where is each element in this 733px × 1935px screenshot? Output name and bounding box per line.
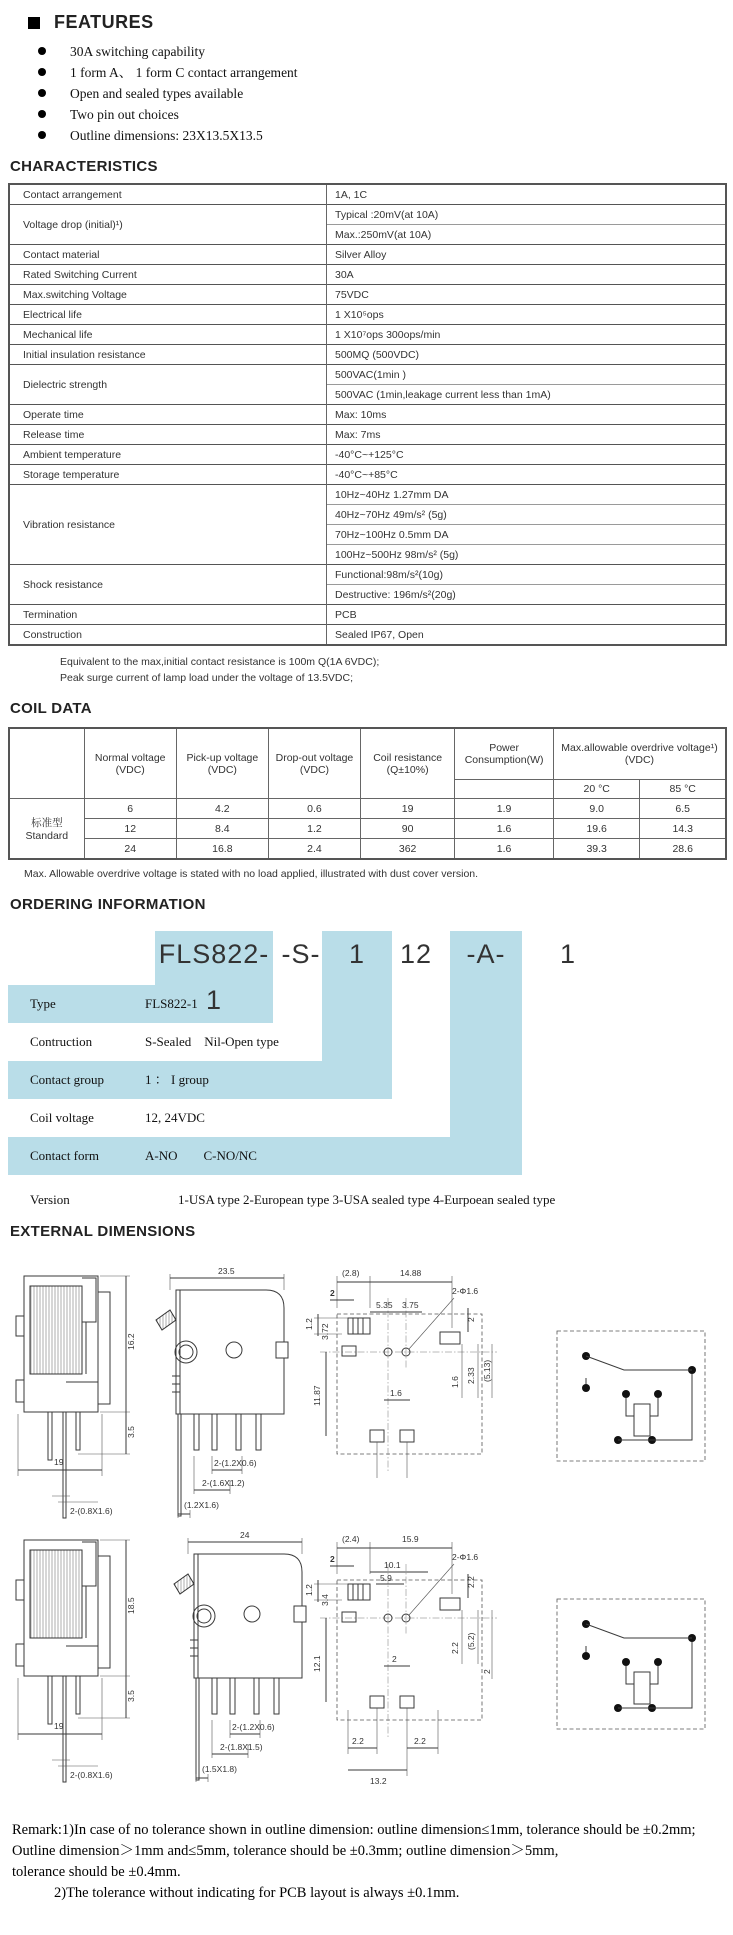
svg-text:15.9: 15.9 xyxy=(402,1534,419,1544)
svg-text:2-Φ1.6: 2-Φ1.6 xyxy=(452,1286,479,1296)
coil-subheader-85c: 85 °C xyxy=(640,780,726,799)
char-label: Storage temperature xyxy=(9,465,327,485)
svg-text:2.2: 2.2 xyxy=(352,1736,364,1746)
coil-note: Max. Allowable overdrive voltage is stated with no load applied, illustrated with dust cover version. xyxy=(24,868,479,880)
char-label: Construction xyxy=(9,625,327,646)
remark-line: tolerance should be ±0.4mm. xyxy=(12,1864,181,1880)
svg-text:2-Φ1.6: 2-Φ1.6 xyxy=(452,1552,479,1562)
char-label: Ambient temperature xyxy=(9,445,327,465)
coil-subheader-20c: 20 °C xyxy=(553,780,639,799)
svg-text:14.88: 14.88 xyxy=(400,1268,422,1278)
svg-text:2-(1.2X0.6): 2-(1.2X0.6) xyxy=(232,1722,275,1732)
svg-text:2.2: 2.2 xyxy=(450,1642,460,1654)
char-value: 1A, 1C xyxy=(327,184,727,205)
feature-item: 30A switching capability xyxy=(70,43,733,60)
coil-blank-subcell xyxy=(455,780,554,799)
code-segment-contact-form: -A- xyxy=(466,939,506,969)
coil-header: Pick-up voltage (VDC) xyxy=(176,728,268,799)
feature-item: Open and sealed types available xyxy=(70,85,733,102)
svg-text:2: 2 xyxy=(392,1654,397,1664)
svg-text:2: 2 xyxy=(482,1669,492,1674)
char-value: Max: 10ms xyxy=(327,405,727,425)
svg-text:18.5: 18.5 xyxy=(126,1597,136,1614)
coil-cell: 1.6 xyxy=(455,839,554,860)
ordering-label: Contruction xyxy=(30,1034,93,1049)
remark-line: Outline dimension＞1mm and≤5mm, tolerance should be ±0.3mm; outline dimension＞5mm, xyxy=(12,1843,559,1859)
char-label: Termination xyxy=(9,605,327,625)
svg-text:1.6: 1.6 xyxy=(450,1376,460,1388)
char-label: Max.switching Voltage xyxy=(9,285,327,305)
coil-group-label: 标准型 Standard xyxy=(9,799,84,860)
coil-cell: 39.3 xyxy=(553,839,639,860)
char-value: Silver Alloy xyxy=(327,245,727,265)
svg-text:10.1: 10.1 xyxy=(384,1560,401,1570)
coil-cell: 19 xyxy=(361,799,455,819)
coil-cell: 9.0 xyxy=(553,799,639,819)
char-value: 70Hz~100Hz 0.5mm DA xyxy=(327,525,727,545)
coil-cell: 16.8 xyxy=(176,839,268,860)
bullet-icon xyxy=(38,110,46,118)
char-value: 1 X10⁵ops xyxy=(327,305,727,325)
bullet-icon xyxy=(38,131,46,139)
coil-header: Normal voltage (VDC) xyxy=(84,728,176,799)
svg-text:12.1: 12.1 xyxy=(312,1655,322,1672)
char-label: Release time xyxy=(9,425,327,445)
svg-text:19: 19 xyxy=(54,1457,64,1467)
characteristics-notes xyxy=(60,654,733,686)
black-square-icon xyxy=(28,17,40,29)
coil-cell: 6.5 xyxy=(640,799,726,819)
char-label: Initial insulation resistance xyxy=(9,345,327,365)
svg-text:2-(1.6X1.2): 2-(1.6X1.2) xyxy=(202,1478,245,1488)
svg-text:2: 2 xyxy=(330,1288,335,1298)
feature-item: Two pin out choices xyxy=(70,106,733,123)
characteristics-title: CHARACTERISTICS xyxy=(10,158,158,175)
char-value: -40°C~+125°C xyxy=(327,445,727,465)
pcb-layout-drawing-1 xyxy=(292,1248,527,1510)
svg-text:3.75: 3.75 xyxy=(402,1300,419,1310)
svg-text:(1.5X1.8): (1.5X1.8) xyxy=(202,1764,237,1774)
remark-line: 2)The tolerance without indicating for PCB layout is always ±0.1mm. xyxy=(54,1885,460,1901)
ordering-label: Contact group xyxy=(30,1072,105,1087)
svg-text:1.2: 1.2 xyxy=(304,1318,314,1330)
ordering-diagram xyxy=(0,923,733,1223)
relay-side-view-drawing-1 xyxy=(6,1264,148,1522)
char-label: Mechanical life xyxy=(9,325,327,345)
char-value: 1 X10⁷ops 300ops/min xyxy=(327,325,727,345)
coil-header: Coil resistance (Q±10%) xyxy=(361,728,455,799)
circuit-schematic-1 xyxy=(552,1326,710,1466)
char-value: -40°C~+85°C xyxy=(327,465,727,485)
coil-data-table xyxy=(8,727,727,860)
char-value: Functional:98m/s²(10g) xyxy=(327,565,727,585)
char-value: 100Hz~500Hz 98m/s² (5g) xyxy=(327,545,727,565)
code-segment-version: 1 xyxy=(559,939,577,969)
ordering-value: 1-USA type 2-European type 3-USA sealed type 4-Eurpoean sealed type xyxy=(178,1192,556,1207)
ordering-label: Version xyxy=(30,1192,70,1207)
ordering-label: Type xyxy=(30,996,56,1011)
char-value: PCB xyxy=(327,605,727,625)
features-list xyxy=(70,43,733,144)
coil-header: Power Consumption(W) xyxy=(455,728,554,780)
ordering-row-version xyxy=(8,1185,718,1215)
coil-cell: 19.6 xyxy=(553,819,639,839)
char-value: 40Hz~70Hz 49m/s² (5g) xyxy=(327,505,727,525)
char-value: 30A xyxy=(327,265,727,285)
char-value: Sealed IP67, Open xyxy=(327,625,727,646)
coil-cell: 2.4 xyxy=(268,839,360,860)
bullet-icon xyxy=(38,47,46,55)
char-label: Voltage drop (initial)¹) xyxy=(9,205,327,245)
ordering-row-coil-voltage xyxy=(8,1099,718,1137)
char-value: 500MQ (500VDC) xyxy=(327,345,727,365)
svg-text:(2.4): (2.4) xyxy=(342,1534,360,1544)
svg-text:3.4: 3.4 xyxy=(320,1594,330,1606)
svg-text:2-(0.8X1.6): 2-(0.8X1.6) xyxy=(70,1770,113,1780)
relay-side-view-drawing-2 xyxy=(6,1528,148,1786)
char-value: Max.:250mV(at 10A) xyxy=(327,225,727,245)
svg-text:1.6: 1.6 xyxy=(390,1388,402,1398)
svg-text:(5.13): (5.13) xyxy=(482,1359,492,1382)
svg-text:19: 19 xyxy=(54,1721,64,1731)
svg-text:2-(1.8X1.5): 2-(1.8X1.5) xyxy=(220,1742,263,1752)
code-segment-type: FLS822-1 xyxy=(158,939,270,1015)
svg-text:1.2: 1.2 xyxy=(304,1584,314,1596)
char-label: Dielectric strength xyxy=(9,365,327,405)
coil-blank-cell xyxy=(9,728,84,799)
char-label: Vibration resistance xyxy=(9,485,327,565)
coil-cell: 0.6 xyxy=(268,799,360,819)
bullet-icon xyxy=(38,68,46,76)
svg-text:5.9: 5.9 xyxy=(380,1573,392,1583)
coil-cell: 90 xyxy=(361,819,455,839)
coil-header: Drop-out voltage (VDC) xyxy=(268,728,360,799)
coil-cell: 14.3 xyxy=(640,819,726,839)
svg-text:23.5: 23.5 xyxy=(218,1266,235,1276)
svg-text:(2.8): (2.8) xyxy=(342,1268,360,1278)
characteristics-table xyxy=(8,183,727,646)
ordering-value: 1 ： I group xyxy=(145,1072,209,1087)
coil-data-title: COIL DATA xyxy=(10,700,92,717)
char-label: Rated Switching Current xyxy=(9,265,327,285)
char-label: Electrical life xyxy=(9,305,327,325)
svg-text:16.2: 16.2 xyxy=(126,1333,136,1350)
coil-cell: 4.2 xyxy=(176,799,268,819)
coil-cell: 28.6 xyxy=(640,839,726,860)
code-segment-coil-voltage: 12 xyxy=(399,939,433,969)
code-segment-contact-group: 1 xyxy=(348,939,366,969)
dimension-drawings xyxy=(0,1246,733,1806)
ordering-value: A-NO C-NO/NC xyxy=(145,1148,257,1163)
svg-text:(5.2): (5.2) xyxy=(466,1632,476,1650)
features-header xyxy=(28,12,733,33)
char-label: Shock resistance xyxy=(9,565,327,605)
svg-text:2-(1.2X0.6): 2-(1.2X0.6) xyxy=(214,1458,257,1468)
ordering-row-contact-group xyxy=(8,1061,392,1099)
svg-text:2.2: 2.2 xyxy=(414,1736,426,1746)
feature-item: Outline dimensions: 23X13.5X13.5 xyxy=(70,127,733,144)
coil-cell: 362 xyxy=(361,839,455,860)
char-label: Operate time xyxy=(9,405,327,425)
coil-cell: 1.6 xyxy=(455,819,554,839)
coil-cell: 6 xyxy=(84,799,176,819)
ordering-value: S-Sealed Nil-Open type xyxy=(145,1034,279,1049)
relay-front-view-drawing-1 xyxy=(150,1264,300,1522)
note-line: Peak surge current of lamp load under the voltage of 13.5VDC; xyxy=(60,672,354,684)
svg-text:5.35: 5.35 xyxy=(376,1300,393,1310)
svg-text:11.87: 11.87 xyxy=(312,1385,322,1406)
coil-header: Max.allowable overdrive voltage¹) (VDC) xyxy=(553,728,726,780)
svg-text:2: 2 xyxy=(466,1317,476,1322)
svg-text:2-(0.8X1.6): 2-(0.8X1.6) xyxy=(70,1506,113,1516)
svg-text:3.72: 3.72 xyxy=(320,1323,330,1340)
remark-block xyxy=(12,1820,727,1904)
ordering-label: Contact form xyxy=(30,1148,99,1163)
coil-cell: 12 xyxy=(84,819,176,839)
char-label: Contact material xyxy=(9,245,327,265)
svg-text:2: 2 xyxy=(330,1554,335,1564)
svg-text:13.2: 13.2 xyxy=(370,1776,387,1786)
code-segment-construction: -S- xyxy=(281,939,321,969)
pcb-layout-drawing-2 xyxy=(292,1514,527,1799)
svg-text:3.5: 3.5 xyxy=(126,1690,136,1702)
coil-cell: 8.4 xyxy=(176,819,268,839)
ordering-row-construction xyxy=(8,1023,718,1061)
char-label: Contact arrangement xyxy=(9,184,327,205)
char-value: 10Hz~40Hz 1.27mm DA xyxy=(327,485,727,505)
feature-item: 1 form A、 1 form C contact arrangement xyxy=(70,64,733,81)
note-line: Equivalent to the max,initial contact resistance is 100m Q(1A 6VDC); xyxy=(60,656,380,668)
char-value: 500VAC (1min,leakage current less than 1mA) xyxy=(327,385,727,405)
ordering-row-contact-form xyxy=(8,1137,522,1175)
features-title: FEATURES xyxy=(54,12,154,32)
circuit-schematic-2 xyxy=(552,1594,710,1734)
svg-text:24: 24 xyxy=(240,1530,250,1540)
ordering-row-type xyxy=(8,985,273,1023)
svg-text:(1.2X1.6): (1.2X1.6) xyxy=(184,1500,219,1510)
coil-cell: 1.9 xyxy=(455,799,554,819)
char-value: Destructive: 196m/s²(20g) xyxy=(327,585,727,605)
ordering-value: FLS822-1 xyxy=(145,996,198,1011)
bullet-icon xyxy=(38,89,46,97)
external-dimensions-title: EXTERNAL DIMENSIONS xyxy=(10,1223,196,1240)
ordering-value: 12, 24VDC xyxy=(145,1110,205,1125)
ordering-label: Coil voltage xyxy=(30,1110,94,1125)
char-value: Max: 7ms xyxy=(327,425,727,445)
coil-cell: 1.2 xyxy=(268,819,360,839)
ordering-title: ORDERING INFORMATION xyxy=(10,896,206,913)
remark-line: Remark:1)In case of no tolerance shown in outline dimension: outline dimension≤1mm, tolerance should be ±0.2mm; xyxy=(12,1822,696,1838)
svg-text:3.5: 3.5 xyxy=(126,1426,136,1438)
char-value: 75VDC xyxy=(327,285,727,305)
char-value: 500VAC(1min ) xyxy=(327,365,727,385)
char-value: Typical :20mV(at 10A) xyxy=(327,205,727,225)
coil-cell: 24 xyxy=(84,839,176,860)
svg-text:2.33: 2.33 xyxy=(466,1367,476,1384)
svg-text:2.2: 2.2 xyxy=(466,1576,476,1588)
